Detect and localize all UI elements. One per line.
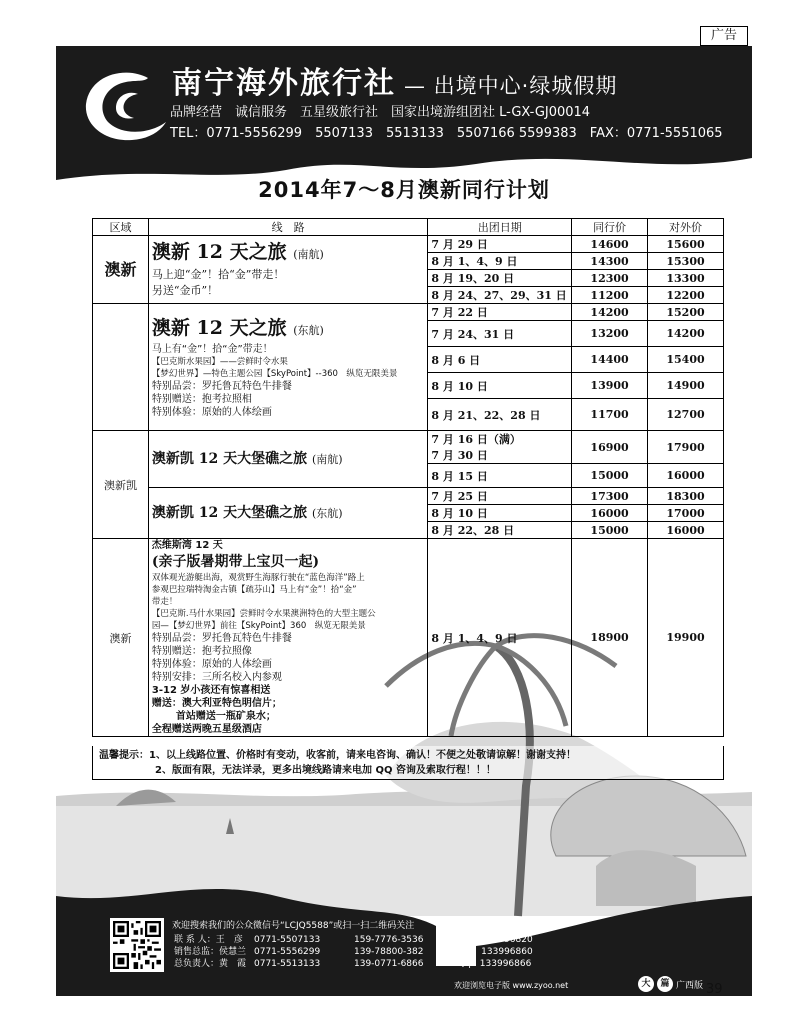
route-name: 澳新 12 天之旅 (151, 241, 287, 263)
tips-box (92, 746, 724, 780)
peer-price-cell: 17300 (572, 488, 648, 505)
peer-price-cell: 12300 (572, 270, 648, 287)
route-extra: 赠送：澳大利亚特色明信片； (151, 698, 282, 709)
peer-price-cell: 11200 (572, 287, 648, 304)
region-label: 澳新凯 (103, 478, 137, 492)
route-cell (148, 539, 427, 737)
date-cell: 8 月 19、20 日 (428, 270, 572, 287)
contact-list (174, 934, 578, 970)
slogan: 品牌经营 诚信服务 五星级旅行社 国家出境游组团社 L-GX-GJ00014 (170, 105, 591, 120)
region-cell (93, 431, 149, 539)
peer-price-cell: 14600 (572, 236, 648, 253)
website-link[interactable]: 欢迎浏览电子版 www.zyoo.net (454, 981, 569, 990)
table-row (93, 539, 724, 737)
region-cell (93, 236, 149, 304)
airline-label: (东航) (312, 506, 343, 520)
date-cell: 8 月 1、4、9 日 (428, 253, 572, 270)
col-public-price: 对外价 (648, 219, 724, 236)
qr-code-icon (113, 921, 161, 969)
brand-title (172, 58, 617, 102)
public-price-cell: 12200 (648, 287, 724, 304)
col-route: 线 路 (148, 219, 427, 236)
public-price-cell: 12700 (648, 399, 724, 431)
public-price-cell: 13300 (648, 270, 724, 287)
page-number: 39 (706, 982, 723, 997)
airline-label: (东航) (293, 323, 324, 337)
peer-price-cell: 13900 (572, 373, 648, 399)
route-name: 澳新 12 天之旅 (151, 316, 287, 339)
route-desc: 双体观光游艇出海，观赏野生海豚行驶在“蓝色海洋”路上 (151, 573, 365, 583)
brand-subtitle: — 出境中心·绿城假期 (404, 74, 618, 98)
date-cell: 7 月 22 日 (428, 304, 572, 321)
date-cell (428, 431, 572, 464)
table-row (93, 431, 724, 464)
col-date: 出团日期 (428, 219, 572, 236)
public-price-cell: 17900 (648, 431, 724, 464)
public-price-cell: 19900 (648, 539, 724, 737)
wechat-notice: 欢迎搜索我们的公众微信号“LCJQ5588”或扫一扫二维码关注 (172, 921, 415, 931)
route-desc: 特别体验：原始的人体绘画 (151, 406, 272, 418)
date-cell: 8 月 6 日 (428, 347, 572, 373)
route-name: 澳新凯 12 天大堡礁之旅 (151, 450, 308, 467)
peer-price-cell: 16000 (572, 505, 648, 522)
peer-price-cell: 15000 (572, 522, 648, 539)
route-desc: 马上迎“金”！拾“金”带走！ (151, 268, 285, 281)
route-extra: 首站赠送一瓶矿泉水； (175, 711, 276, 722)
route-desc: 马上有“金”！拾“金”带走！ (151, 343, 273, 355)
col-peer-price: 同行价 (572, 219, 648, 236)
route-desc: 特别体验：原始的人体绘画 (151, 659, 272, 670)
badge-text: 广西版 (676, 980, 704, 991)
route-cell (148, 488, 427, 539)
contact-row (174, 946, 578, 958)
public-price-cell: 15300 (648, 253, 724, 270)
airline-label: (南航) (293, 248, 324, 261)
contact-mobile: 139-78800-382 (354, 947, 424, 957)
route-desc: 另送“金币”！ (151, 284, 219, 297)
region-label: 澳新 (104, 259, 137, 279)
route-cell (148, 431, 427, 488)
footer (56, 906, 752, 996)
route-desc: 【梦幻世界】—特色主题公园【SkyPoint】--360 纵览无限美景 (151, 368, 398, 379)
badge-circle: 大 (638, 976, 654, 992)
page-title: 2014年7～8月澳新同行计划 (258, 178, 550, 202)
route-desc: 【巴克斯水果园】——尝鲜时令水果 (151, 356, 288, 367)
route-desc: 特别赠送：抱考拉照像 (151, 646, 252, 657)
table-row (93, 236, 724, 253)
date-cell: 8 月 22、28 日 (428, 522, 572, 539)
peer-price-cell: 14400 (572, 347, 648, 373)
airline-label: (南航) (312, 452, 343, 466)
qr-code[interactable] (110, 918, 164, 972)
contact-phone: 0771-5556299 (254, 947, 321, 957)
route-title (152, 316, 424, 343)
brand-name: 南宁海外旅行社 (172, 66, 396, 101)
date-cell: 8 月 15 日 (428, 464, 572, 488)
route-desc: 带走！ (151, 597, 178, 607)
contact-mobile: 159-7776-3536 (354, 935, 424, 945)
public-price-cell: 14200 (648, 321, 724, 347)
contact-row (174, 958, 578, 970)
route-title (152, 503, 424, 524)
date-cell: 7 月 24、31 日 (428, 321, 572, 347)
contact-qq: QQ：133996860 (458, 947, 533, 957)
contact-role: 总负责人：黄 霞 (174, 959, 247, 969)
route-cell (148, 304, 427, 431)
date-line: 7 月 16 日（满） (431, 433, 521, 446)
contact-qq: Qq：133996866 (458, 959, 532, 969)
region-label: 澳新 (109, 631, 132, 645)
date-cell: 8 月 24、27、29、31 日 (428, 287, 572, 304)
public-price-cell: 15400 (648, 347, 724, 373)
route-extra: 全程赠送两晚五星级酒店 (151, 724, 262, 735)
date-cell: 7 月 29 日 (428, 236, 572, 253)
route-name: 澳新凯 12 天大堡礁之旅 (151, 504, 308, 521)
region-cell (93, 539, 149, 737)
public-price-cell: 17000 (648, 505, 724, 522)
table-header-row (93, 219, 724, 236)
public-price-cell: 15600 (648, 236, 724, 253)
peer-price-cell: 16900 (572, 431, 648, 464)
tip-line: 2、版面有限，无法详录，更多出境线路请来电加 QQ 咨询及索取行程！！！ (155, 765, 496, 776)
peer-price-cell: 14200 (572, 304, 648, 321)
route-cell (148, 236, 427, 304)
contact-qq: QQ：133996820 (458, 935, 533, 945)
peer-price-cell: 11700 (572, 399, 648, 431)
public-price-cell: 16000 (648, 522, 724, 539)
badge-circle: 篇 (657, 976, 673, 992)
route-title (152, 240, 424, 267)
tip-line: 温馨提示：1、以上线路位置、价格时有变动，收客前，请来电咨询、确认！不便之处敬请谅解！谢谢支持！ (99, 750, 576, 761)
region-cell (93, 304, 149, 431)
route-title (152, 449, 424, 470)
contact-mobile: 139-0771-6866 (354, 959, 424, 969)
ad-tag: 广告 (700, 26, 748, 46)
date-cell: 8 月 10 日 (428, 505, 572, 522)
itinerary-table (92, 218, 724, 737)
peer-price-cell: 13200 (572, 321, 648, 347)
date-cell: 8 月 10 日 (428, 373, 572, 399)
contact-phone: 0771-5507133 (254, 935, 321, 945)
contact-role: 联 系 人：王 彦 (174, 935, 243, 945)
public-price-cell: 15200 (648, 304, 724, 321)
route-desc: 特别品尝：罗托鲁瓦特色牛排餐 (151, 380, 292, 392)
route-title: (亲子版暑期带上宝贝一起) (151, 554, 320, 570)
route-desc: 特别安排：三所名校入内参观 (151, 672, 282, 683)
date-cell: 8 月 1、4、9 日 (428, 539, 572, 737)
peer-price-cell: 15000 (572, 464, 648, 488)
date-line: 7 月 30 日 (431, 449, 488, 462)
public-price-cell: 16000 (648, 464, 724, 488)
ad-page (56, 46, 752, 996)
contact-role: 销售总监：侯慧兰 (174, 947, 247, 957)
route-desc: 特别品尝：罗托鲁瓦特色牛排餐 (151, 633, 292, 644)
peer-price-cell: 18900 (572, 539, 648, 737)
tel-fax: TEL：0771-5556299 5507133 5513133 5507166 5599383 FAX：0771-5551065 (170, 126, 723, 141)
publication-badge (638, 976, 703, 992)
route-desc: 参观巴拉瑞特淘金古镇【疏芬山】马上有“金”！拾“金” (151, 585, 357, 595)
date-cell: 8 月 21、22、28 日 (428, 399, 572, 431)
route-desc: 【巴克斯.马什水果园】尝鲜时令水果澳洲特色的大型主题公 (151, 609, 376, 619)
date-cell: 7 月 25 日 (428, 488, 572, 505)
contact-phone: 0771-5513133 (254, 959, 321, 969)
route-subtitle: 杰维斯湾 12 天 (151, 540, 223, 551)
public-price-cell: 14900 (648, 373, 724, 399)
public-price-cell: 18300 (648, 488, 724, 505)
col-region: 区域 (93, 219, 149, 236)
route-desc: 园—【梦幻世界】前往【SkyPoint】360 纵览无限美景 (151, 621, 366, 631)
route-desc: 特别赠送：抱考拉照相 (151, 393, 252, 405)
table-row (93, 488, 724, 505)
route-extra: 3-12 岁小孩还有惊喜相送 (151, 685, 271, 696)
company-logo-icon (78, 64, 170, 146)
peer-price-cell: 14300 (572, 253, 648, 270)
contact-row (174, 934, 578, 946)
table-row (93, 304, 724, 321)
